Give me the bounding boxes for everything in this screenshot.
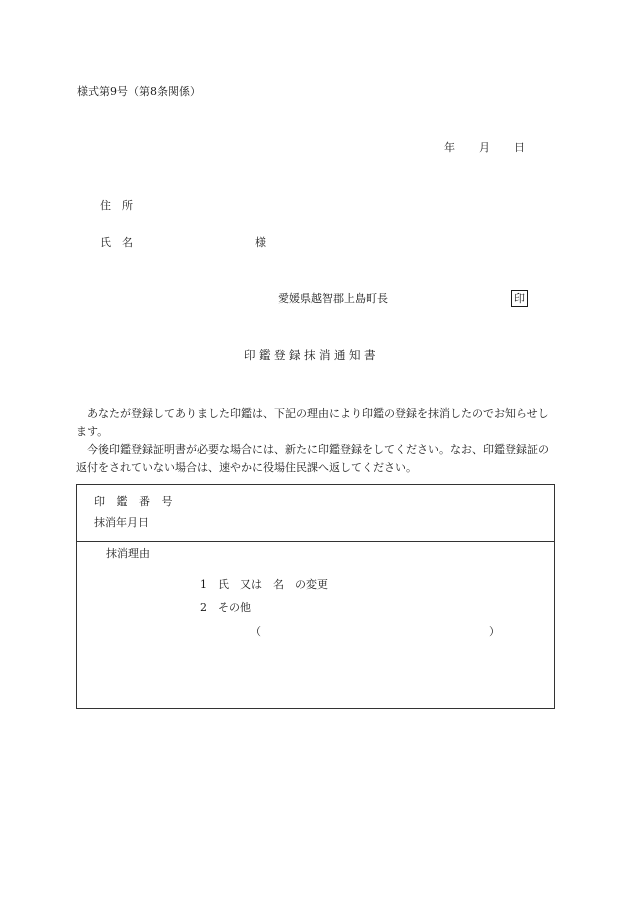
table-divider: [77, 541, 554, 542]
date-year-label: 年: [444, 141, 455, 154]
other-reason-paren-close: ）: [489, 625, 500, 638]
address-label: 住 所: [100, 199, 133, 212]
seal-number-label: 印 鑑 番 号: [94, 495, 177, 508]
form-number: 様式第9号（第8条関係）: [77, 85, 201, 98]
honorific: 様: [255, 236, 266, 249]
body-paragraph-2: 今後印鑑登録証明書が必要な場合には、新たに印鑑登録をしてください。なお、印鑑登録証の返付をされていない場合は、速やかに役場住民課へ返してください。: [76, 443, 549, 474]
seal-mark: 印: [511, 290, 528, 307]
reason-option-name-change: 1 氏 又は 名 の変更: [200, 578, 328, 591]
other-reason-paren-open: （: [250, 625, 261, 638]
date-month-label: 月: [479, 141, 490, 154]
issuer-name: 愛媛県越智郡上島町長: [278, 292, 388, 305]
document-title: 印鑑登録抹消通知書: [244, 348, 379, 362]
date-day-label: 日: [514, 141, 525, 154]
reason-option-other: 2 その他: [200, 601, 251, 614]
cancellation-details-table: [76, 484, 555, 709]
date-line: [444, 142, 525, 153]
cancellation-date-label: 抹消年月日: [94, 516, 149, 529]
body-paragraph-1: あなたが登録してありました印鑑は、下記の理由により印鑑の登録を抹消したのでお知らせします。: [76, 407, 549, 438]
name-label: 氏 名: [100, 236, 133, 249]
reason-label: 抹消理由: [106, 547, 150, 560]
